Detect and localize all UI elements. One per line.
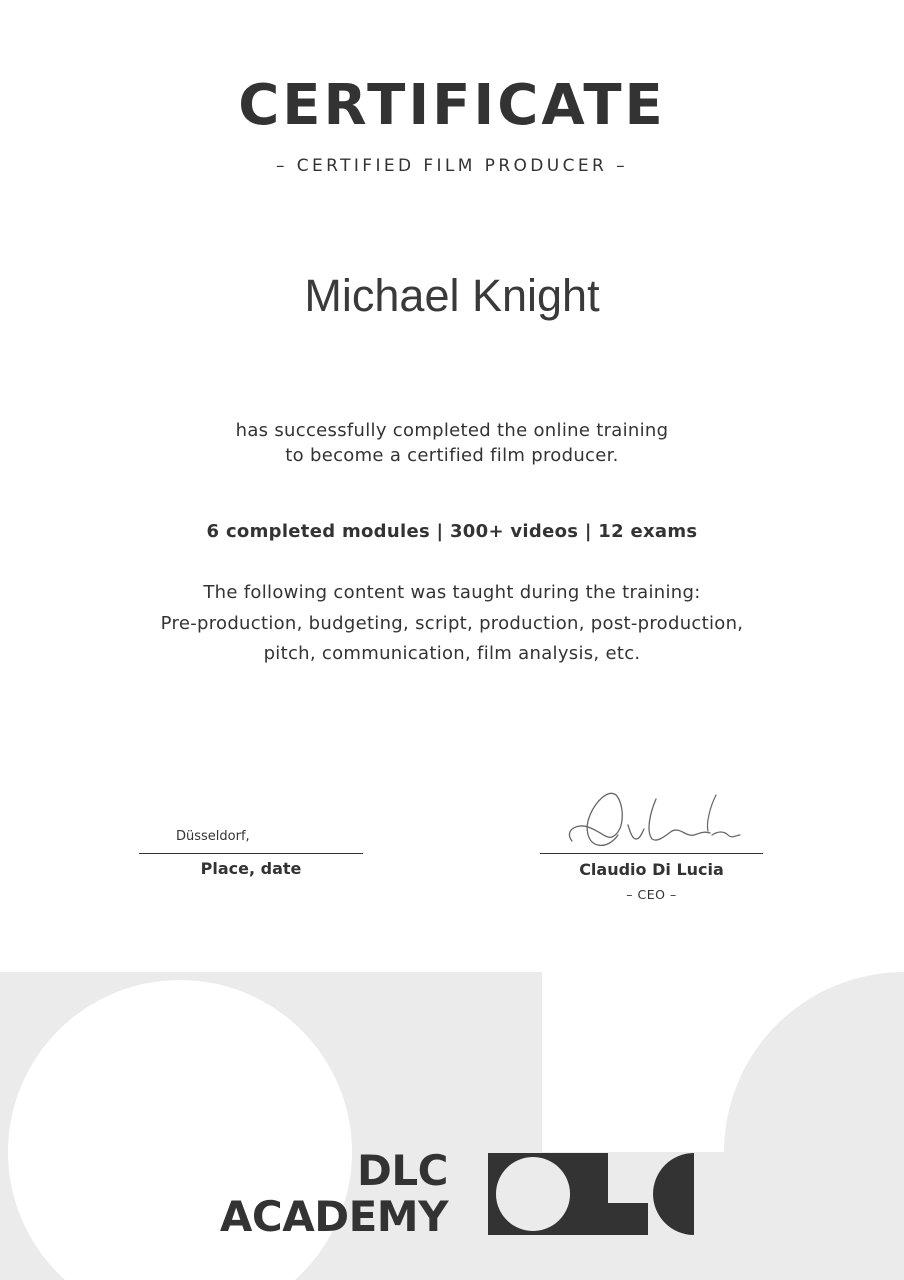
place-date-label: Place, date bbox=[200, 859, 302, 878]
certificate-title: CERTIFICATE bbox=[238, 73, 666, 138]
handwritten-signature bbox=[560, 787, 750, 853]
content-line-1: The following content was taught during the training: bbox=[203, 582, 701, 603]
course-stats: 6 completed modules | 300+ videos | 12 exams bbox=[206, 521, 698, 542]
recipient-name: Michael Knight bbox=[304, 270, 600, 321]
signer-name: Claudio Di Lucia bbox=[579, 860, 724, 879]
place-date-line bbox=[139, 853, 363, 854]
completion-line-2: to become a certified film producer. bbox=[285, 445, 619, 466]
completion-line-1: has successfully completed the online training bbox=[235, 420, 669, 441]
dlc-logo-icon bbox=[488, 1153, 694, 1235]
certificate-subtitle: – CERTIFIED FILM PRODUCER – bbox=[276, 156, 628, 176]
background-shapes bbox=[0, 972, 904, 1280]
signature-line bbox=[540, 853, 763, 854]
content-line-2: Pre-production, budgeting, script, production, post-production, bbox=[160, 612, 744, 634]
brand-wordmark bbox=[220, 1148, 448, 1240]
content-line-3: pitch, communication, film analysis, etc. bbox=[263, 643, 641, 664]
brand-line-2: ACADEMY bbox=[219, 1192, 448, 1241]
brand-line-1: DLC bbox=[357, 1146, 448, 1195]
place-value: Düsseldorf, bbox=[176, 829, 250, 844]
content-text bbox=[0, 578, 904, 670]
completion-text bbox=[0, 418, 904, 468]
signer-role: – CEO – bbox=[626, 887, 677, 902]
